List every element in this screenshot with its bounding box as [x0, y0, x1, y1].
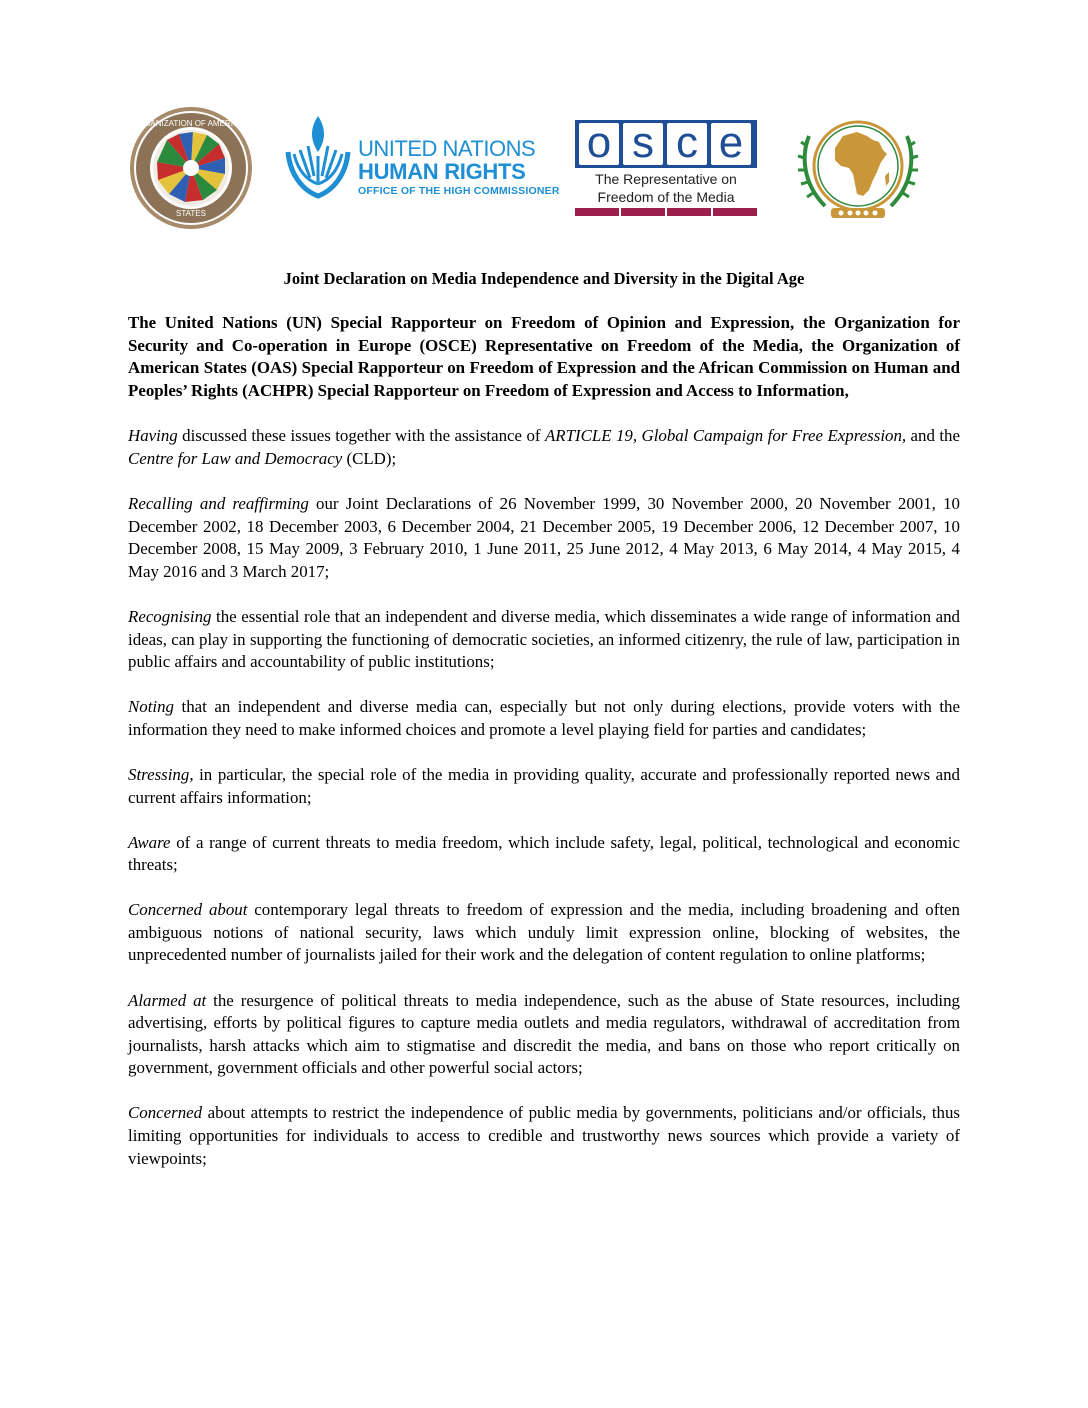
paragraph-text: and the: [906, 426, 961, 446]
un-line-3: OFFICE OF THE HIGH COMMISSIONER: [358, 185, 560, 197]
paragraph-text: that an independent and diverse media can, especially but not only during elections, provide voters with the information they need to make informed choices and promote a level playing field for parties and candidates;: [128, 697, 960, 739]
paragraph-lead: Aware: [128, 832, 171, 852]
paragraph-alarmed-at: [128, 990, 960, 1080]
osce-letter-s: s: [623, 123, 663, 165]
paragraph-text: discussed these issues together with the assistance of: [177, 426, 545, 446]
un-line-1: UNITED NATIONS: [358, 136, 536, 161]
document-title: Joint Declaration on Media Independence and Diversity in the Digital Age: [283, 269, 805, 288]
paragraph-lead: Concerned about: [128, 900, 248, 920]
osce-letter-o: o: [579, 123, 619, 165]
osce-subtitle-line-2: Freedom of the Media: [597, 189, 735, 205]
osce-logo: [575, 120, 757, 216]
paragraph-text: of a range of current threats to media freedom, which include safety, legal, political, technological and economic threats;: [128, 832, 960, 875]
paragraph-aware: [128, 832, 960, 877]
paragraph-lead: Stressing: [128, 764, 190, 784]
un-human-rights-logo: [280, 112, 560, 204]
oas-logo: [127, 106, 255, 230]
african-union-logo: [795, 106, 921, 230]
paragraph-lead: Recalling and reaffirming: [128, 494, 309, 514]
flame-hands-icon: [280, 112, 356, 204]
paragraph-lead: Recognising: [128, 606, 212, 626]
paragraph-lead: Having: [128, 426, 178, 446]
paragraph-text: about attempts to restrict the independence of public media by governments, politicians and/or officials, thus limiting opportunities for individuals to access to credible and trustworthy news sources which provide a variety of viewpoints;: [128, 1103, 960, 1168]
paragraph-lead: Alarmed at: [128, 990, 207, 1010]
svg-text:STATES: STATES: [176, 209, 206, 218]
osce-color-bar: [575, 208, 757, 216]
paragraph-text: , in particular, the special role of the media in providing quality, accurate and professionally reported news and current affairs information;: [128, 764, 960, 807]
osce-letter-e: e: [711, 123, 751, 165]
oas-seal-icon: [127, 106, 255, 230]
paragraph-text: our Joint Declarations of 26 November 1999, 30 November 2000, 20 November 2001, 10 December 2002, 18 December 2003, 6 December 2004, 21 December 2005, 19 December 2006, 12 December 2007, 10 December 2008, 15 May 2009, 3 February 2010, 1 June 2011, 25 June 2012, 4 May 2013, 6 May 2014, 4 May 2015, 4 May 2016 and 3 March 2017;: [128, 494, 960, 581]
paragraph-lead: Concerned: [128, 1103, 203, 1123]
paragraph-lead: Noting: [128, 697, 174, 717]
paragraph-concerned: [128, 1102, 960, 1170]
document-body: [128, 268, 960, 1193]
paragraph-text: contemporary legal threats to freedom of expression and the media, including broadening and often ambiguous notions of national security, laws which unduly limit expression online, blocking of websites, the unprecedented number of journalists jailed for their work and the delegation of content regulation to online platforms;: [128, 900, 961, 965]
paragraph-text: (CLD);: [342, 448, 397, 468]
paragraph-concerned-about: [128, 899, 960, 967]
paragraph-stressing: [128, 764, 960, 809]
svg-text:ORGANIZATION OF AMERICAN: ORGANIZATION OF AMERICAN: [132, 119, 250, 128]
paragraph-recalling: [128, 493, 960, 583]
osce-subtitle-line-1: The Representative on: [595, 171, 737, 187]
paragraph-text: the essential role that an independent and diverse media, which disseminates a wide range of information and ideas, can play in supporting the functioning of democratic societies, an informed citizenry, the rule of law, participation in public affairs and accountability of public institutions;: [128, 606, 960, 672]
logo-header: [0, 100, 1088, 235]
paragraph-having: [128, 425, 960, 470]
un-line-2: HUMAN RIGHTS: [358, 159, 526, 184]
osce-letter-c: c: [667, 123, 707, 165]
preamble-paragraph: The United Nations (UN) Special Rapporteur on Freedom of Opinion and Expression, the Organization for Security and Co-operation in Europe (OSCE) Representative on Freedom of the Media, the Organization of American States (OAS) Special Rapporteur on Freedom of Expression and the African Commission on Human and Peoples’ Rights (ACHPR) Special Rapporteur on Freedom of Expression and Access to Information,: [128, 313, 960, 400]
paragraph-recognising: [128, 606, 960, 674]
article19-reference: ARTICLE 19, Global Campaign for Free Expression,: [544, 426, 907, 446]
african-union-emblem-icon: [795, 106, 921, 230]
cld-reference: Centre for Law and Democracy: [128, 448, 343, 468]
paragraph-text: the resurgence of political threats to media independence, such as the abuse of State resources, including advertising, efforts by political figures to capture media outlets and media regulators, withdrawal of accreditation from journalists, harsh attacks which aim to stigmatise and discredit the media, and bans on those who report critically on government, government officials and other powerful social actors;: [128, 990, 961, 1078]
paragraph-noting: [128, 696, 960, 741]
